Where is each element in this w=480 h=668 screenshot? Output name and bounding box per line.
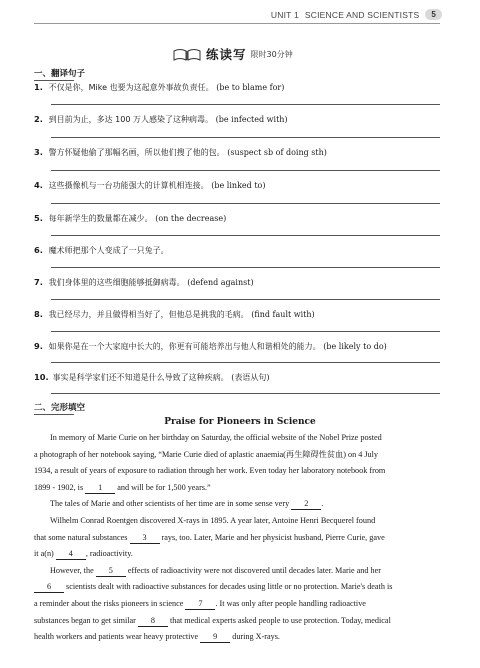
banner-title: 练读写 bbox=[206, 47, 247, 62]
passage-text: rays, too. Later, Marie and her physicist husband, Pierre Curie, gave bbox=[161, 532, 385, 542]
list-item bbox=[34, 309, 440, 320]
passage-text: substances began to get similar bbox=[34, 615, 136, 625]
unit-label: UNIT 1 bbox=[270, 9, 299, 20]
list-item bbox=[34, 114, 440, 125]
item-number: 7. bbox=[34, 277, 43, 287]
item-number: 4. bbox=[34, 180, 43, 190]
passage-line bbox=[34, 613, 440, 630]
list-item bbox=[34, 372, 440, 383]
passage-text: . It was only after people handling radioactive bbox=[215, 598, 366, 608]
answer-line[interactable] bbox=[51, 170, 440, 171]
passage-line bbox=[34, 546, 440, 563]
passage-line: Wilhelm Conrad Roentgen discovered X-rays in 1895. A year later, Antoine Henri Becquerel found bbox=[50, 515, 376, 525]
cloze-blank[interactable]: 5 bbox=[96, 566, 126, 577]
unit-title: SCIENCE AND SCIENTISTS bbox=[304, 9, 420, 20]
passage-text: health workers and patients wear heavy protective bbox=[34, 632, 199, 642]
list-item bbox=[34, 213, 440, 224]
list-item bbox=[34, 341, 440, 352]
cloze-blank[interactable]: 2 bbox=[291, 499, 321, 510]
passage bbox=[34, 430, 440, 646]
item-hint: (on the decrease) bbox=[155, 214, 227, 223]
item-hint: (be to blame for) bbox=[216, 83, 285, 92]
item-number: 3. bbox=[34, 147, 43, 157]
answer-line[interactable] bbox=[51, 331, 440, 332]
passage-text: 1899 - 1902, is bbox=[34, 482, 84, 492]
passage-line: a photograph of her notebook saying, “Marie Curie died of aplastic anaemia(再生障碍性贫血) on 4 July bbox=[34, 449, 379, 459]
passage-text: , radioactivity. bbox=[85, 549, 133, 559]
item-number: 5. bbox=[34, 213, 43, 223]
passage-text: . bbox=[321, 499, 324, 509]
exercise-banner bbox=[172, 45, 293, 63]
cloze-blank[interactable]: 3 bbox=[130, 533, 160, 544]
answer-line[interactable] bbox=[51, 267, 440, 268]
page-number: 5 bbox=[425, 9, 442, 20]
passage-line bbox=[34, 563, 440, 580]
answer-line[interactable] bbox=[51, 362, 440, 363]
passage-line bbox=[34, 530, 440, 547]
item-text: 警方怀疑他偷了那幅名画，所以他们搜了他的包。 bbox=[48, 148, 225, 157]
passage-line bbox=[34, 596, 440, 613]
item-number: 6. bbox=[34, 245, 43, 255]
cloze-blank[interactable]: 1 bbox=[85, 483, 115, 494]
answer-line[interactable] bbox=[51, 235, 440, 236]
answer-line[interactable] bbox=[51, 104, 440, 105]
item-number: 1. bbox=[34, 82, 43, 92]
cloze-blank[interactable]: 4 bbox=[56, 549, 86, 560]
item-text: 不仅是你，Mike 也要为这起意外事故负责任。 bbox=[48, 83, 214, 92]
passage-text: The tales of Marie and other scientists of her time are in some sense very bbox=[50, 499, 290, 509]
item-text: 我已经尽力，并且做得相当好了，但他总是挑我的毛病。 bbox=[48, 310, 249, 319]
cloze-blank[interactable]: 6 bbox=[34, 582, 64, 593]
item-text: 到目前为止，多达 100 万人感染了这种病毒。 bbox=[48, 115, 213, 124]
passage-text: it a(n) bbox=[34, 549, 54, 559]
item-hint: (表语从句) bbox=[231, 373, 270, 382]
item-hint: (be infected with) bbox=[215, 115, 288, 124]
passage-line bbox=[34, 496, 440, 513]
item-number: 2. bbox=[34, 114, 43, 124]
list-item bbox=[34, 82, 440, 93]
passage-line bbox=[34, 480, 440, 497]
time-limit: 限时30分钟 bbox=[250, 49, 293, 59]
cloze-blank[interactable]: 8 bbox=[138, 616, 168, 627]
item-hint: (be linked to) bbox=[211, 181, 266, 190]
passage-title: Praise for Pioneers in Science bbox=[164, 417, 316, 427]
item-text: 魔术师把那个人变成了一只兔子。 bbox=[48, 246, 169, 255]
passage-text: However, the bbox=[50, 565, 94, 575]
page-header bbox=[271, 9, 442, 20]
list-item bbox=[34, 245, 440, 256]
passage-text: that some natural substances bbox=[34, 532, 128, 542]
passage-text: that medical experts asked people to use protection. Today, medical bbox=[169, 615, 391, 625]
item-hint: (suspect sb of doing sth) bbox=[227, 148, 327, 157]
item-text: 每年新学生的数量都在减少。 bbox=[48, 214, 153, 223]
section-cloze-title: 二、完形填空 bbox=[34, 403, 86, 413]
passage-line bbox=[34, 579, 440, 596]
answer-line[interactable] bbox=[51, 203, 440, 204]
item-hint: (defend against) bbox=[187, 278, 254, 287]
passage-line bbox=[34, 629, 440, 646]
item-number: 10. bbox=[34, 372, 49, 382]
item-text: 事实是科学家们还不知道是什么导致了这种疾病。 bbox=[52, 373, 229, 382]
passage-text: a reminder about the risks pioneers in science bbox=[34, 598, 184, 608]
item-hint: (be likely to do) bbox=[323, 342, 387, 351]
passage-line: In memory of Marie Curie on her birthday on Saturday, the official website of the Nobel Prize posted bbox=[50, 433, 382, 442]
item-text: 我们身体里的这些细胞能够抵御病毒。 bbox=[48, 278, 185, 287]
list-item bbox=[34, 180, 440, 191]
header-divider bbox=[34, 23, 440, 24]
item-hint: (find fault with) bbox=[251, 310, 315, 319]
list-item bbox=[34, 277, 440, 288]
answer-line[interactable] bbox=[51, 137, 440, 138]
item-number: 9. bbox=[34, 341, 43, 351]
answer-line[interactable] bbox=[51, 393, 440, 394]
passage-text: effects of radioactivity were not discovered until decades later. Marie and her bbox=[127, 565, 381, 575]
list-item bbox=[34, 147, 440, 158]
item-number: 8. bbox=[34, 309, 43, 319]
cloze-blank[interactable]: 9 bbox=[200, 632, 230, 643]
passage-text: during X-rays. bbox=[232, 632, 280, 642]
item-text: 这些摄像机与一台功能强大的计算机相连接。 bbox=[48, 181, 209, 190]
answer-line[interactable] bbox=[51, 299, 440, 300]
passage-text: and will be for 1,500 years.” bbox=[117, 482, 211, 492]
item-text: 如果你是在一个大家庭中长大的，你更有可能培养出与他人和谐相处的能力。 bbox=[48, 342, 321, 351]
passage-line: 1934, a result of years of exposure to radiation through her work. Even today her laboratory notebook from bbox=[34, 466, 386, 476]
section-translation-title: 一、翻译句子 bbox=[34, 69, 86, 79]
cloze-blank[interactable]: 7 bbox=[185, 599, 215, 610]
passage-text: scientists dealt with radioactive substances for decades using little or no protection. Marie's death is bbox=[66, 582, 393, 592]
book-icon bbox=[172, 47, 202, 61]
